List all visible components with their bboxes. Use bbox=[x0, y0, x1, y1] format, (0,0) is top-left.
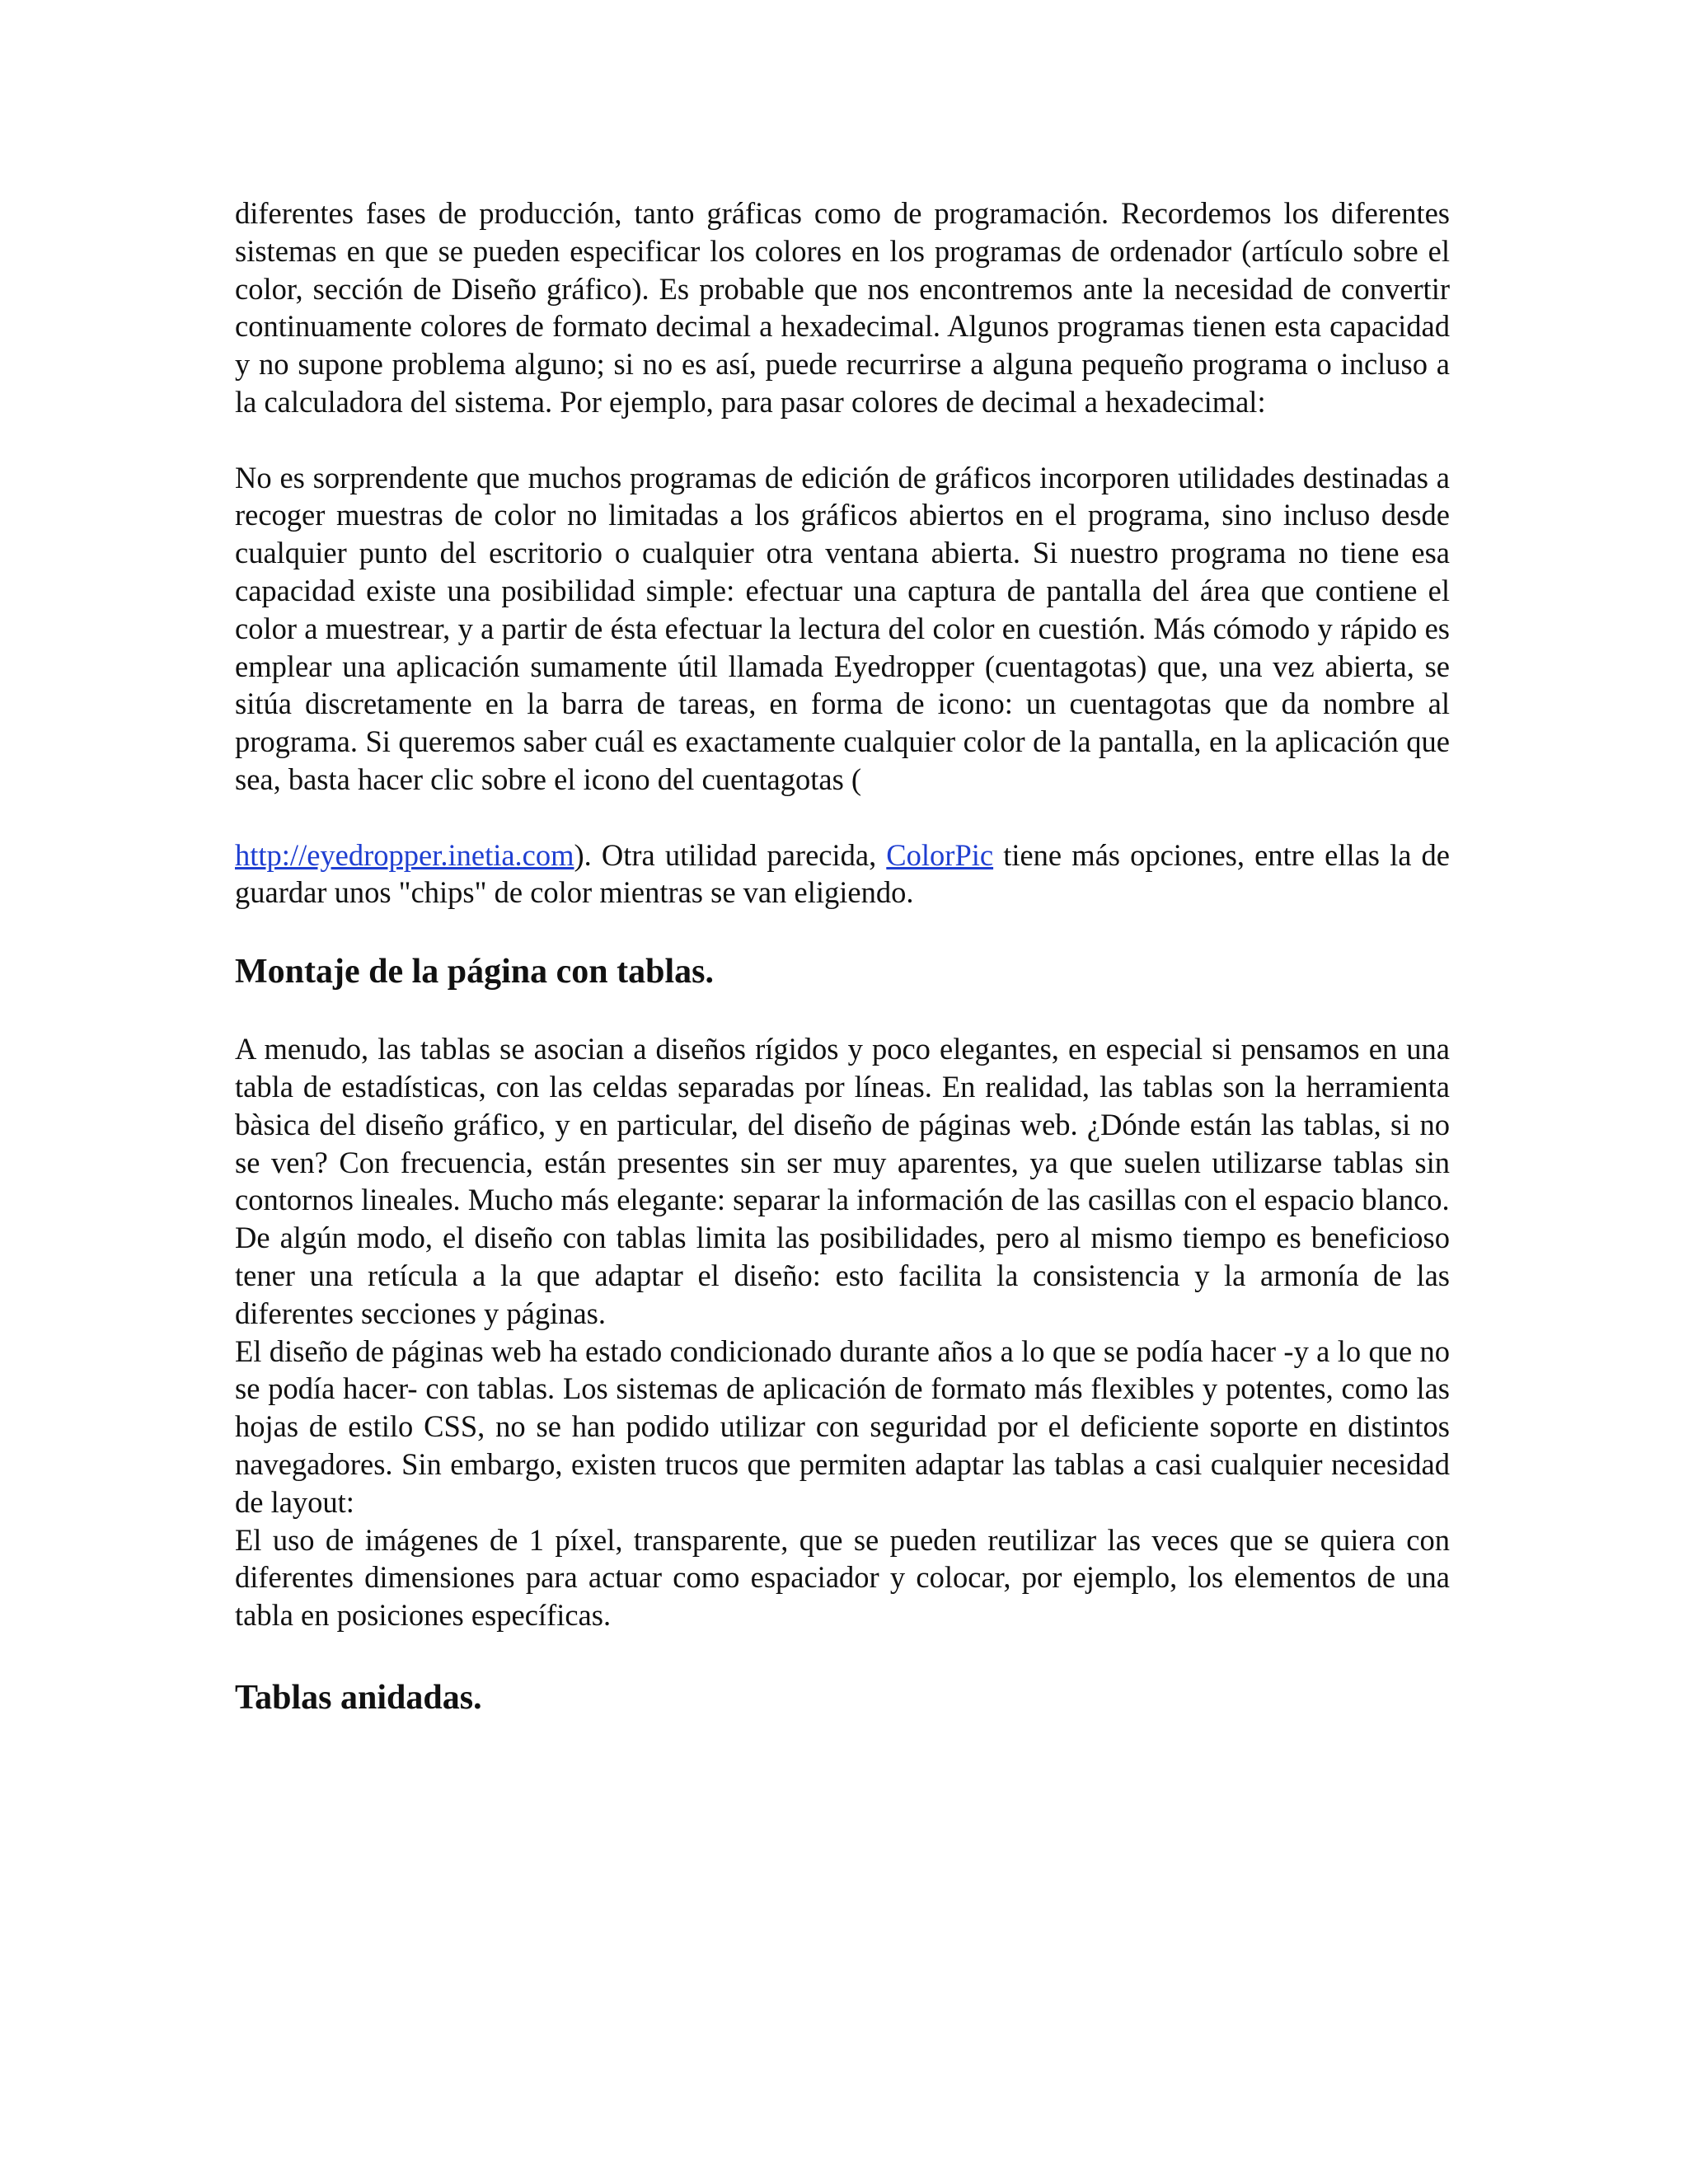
paragraph-tablas-css: El diseño de páginas web ha estado condicionado durante años a lo que se podía hacer -y a lo que no se podía hacer- con tablas. Los sistemas de aplicación de formato más flexibles y potentes, como las hojas de estilo CSS, no se han podido utilizar con seguridad por el deficiente soporte en distintos navegadores. Sin embargo, existen trucos que permiten adaptar las tablas a casi cualquier necesidad de layout: bbox=[235, 1333, 1450, 1519]
paragraph-links-text-a: ). Otra utilidad parecida, bbox=[574, 837, 887, 872]
eyedropper-link[interactable]: http://eyedropper.inetia.com bbox=[235, 837, 574, 872]
paragraph-tablas-intro: A menudo, las tablas se asocian a diseños rígidos y poco elegantes, en especial si pensamos en una tabla de estadísticas, con las celdas separadas por líneas. En realidad, las tablas son la herramienta bàsica del diseño gráfico, y en particular, del diseño de páginas web. ¿Dónde están las tablas, si no se ven? Con frecuencia, están presentes sin ser muy aparentes, ya que suelen utilizarse tablas sin contornos lineales. Mucho más elegante: separar la información de las casillas con el espacio blanco. bbox=[235, 1032, 1450, 1217]
colorpic-link[interactable]: ColorPic bbox=[886, 837, 994, 872]
paragraph-tablas-reticula: De algún modo, el diseño con tablas limita las posibilidades, pero al mismo tiempo es beneficioso tener una retícula a la que adaptar el diseño: esto facilita la consistencia y la armonía de las diferentes secciones y páginas. bbox=[235, 1221, 1450, 1330]
document-body bbox=[235, 194, 1450, 1718]
paragraph-links bbox=[235, 837, 1450, 912]
paragraph-tablas-pixel: El uso de imágenes de 1 píxel, transparente, que se pueden reutilizar las veces que se quiera con diferentes dimensiones para actuar como espaciador y colocar, por ejemplo, los elementos de una tabla en posiciones específicas. bbox=[235, 1522, 1450, 1633]
paragraph-color-formats: diferentes fases de producción, tanto gráficas como de programación. Recordemos los diferentes sistemas en que se pueden especificar los colores en los programas de ordenador (artículo sobre el color, sección de Diseño gráfico). Es probable que nos encontremos ante la necesidad de convertir continuamente colores de formato decimal a hexadecimal. Algunos programas tienen esta capacidad y no supone problema alguno; si no es así, puede recurrirse a alguna pequeño programa o incluso a la calculadora del sistema. Por ejemplo, para pasar colores de decimal a hexadecimal: bbox=[235, 196, 1450, 419]
heading-montaje-tablas: Montaje de la página con tablas. bbox=[235, 953, 715, 991]
heading-tablas-anidadas: Tablas anidadas. bbox=[235, 1678, 482, 1717]
paragraph-links-text-b: tiene más opciones, entre ellas la de guardar unos "chips" de color mientras se van eligiendo. bbox=[235, 837, 1450, 910]
paragraph-eyedropper: No es sorprendente que muchos programas de edición de gráficos incorporen utilidades destinadas a recoger muestras de color no limitadas a los gráficos abiertos en el programa, sino incluso desde cualquier punto del escritorio o cualquier otra ventana abierta. Si nuestro programa no tiene esa capacidad existe una posibilidad simple: efectuar una captura de pantalla del área que contiene el color a muestrear, y a partir de ésta efectuar la lectura del color en cuestión. Más cómodo y rápido es emplear una aplicación sumamente útil llamada Eyedropper (cuentagotas) que, una vez abierta, se sitúa discretamente en la barra de tareas, en forma de icono: un cuentagotas que da nombre al programa. Si queremos saber cuál es exactamente cualquier color de la pantalla, en la aplicación que sea, basta hacer clic sobre el icono del cuentagotas ( bbox=[235, 460, 1450, 796]
